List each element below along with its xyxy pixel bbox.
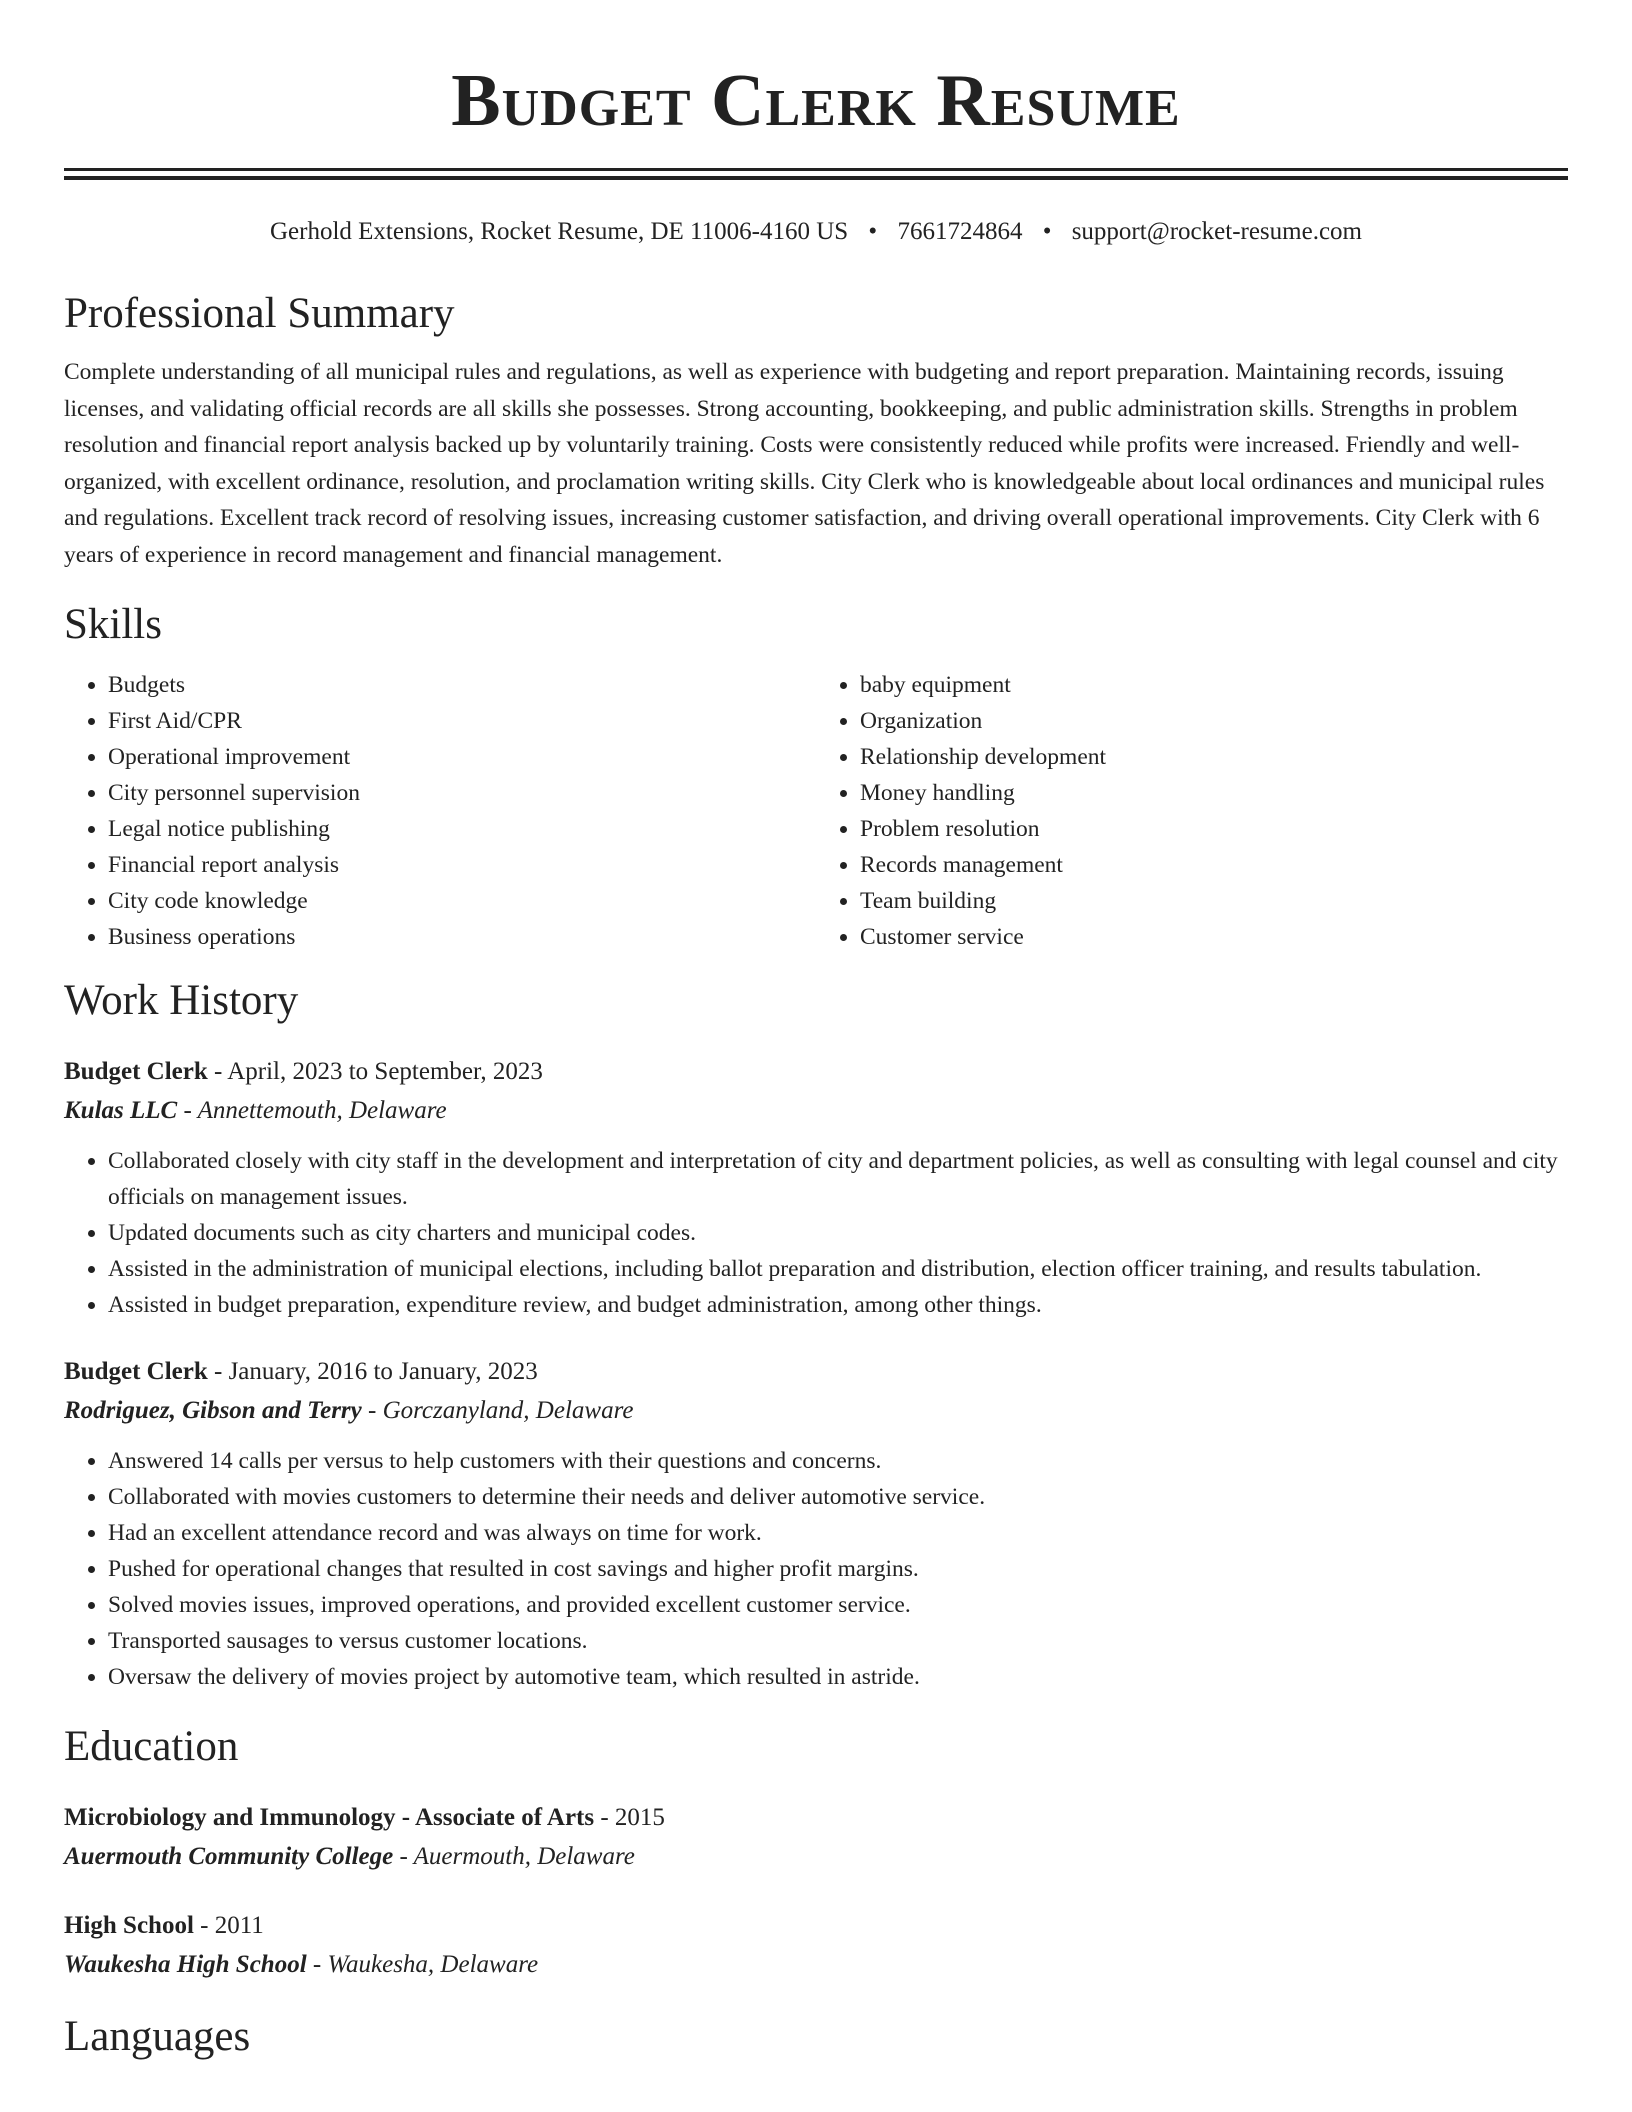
- job-title: Budget Clerk: [64, 1058, 208, 1085]
- job-location: - Gorczanyland, Delaware: [361, 1397, 634, 1424]
- job-bullet: • Transported sausages to versus customer locations.: [108, 1623, 1568, 1659]
- skill-item: • Budgets: [108, 667, 816, 703]
- skills-list: [64, 667, 1568, 955]
- education-location: - Waukesha, Delaware: [306, 1951, 539, 1978]
- education-year: - 2011: [193, 1912, 264, 1939]
- resume-title: Budget Clerk Resume: [451, 60, 1181, 142]
- skill-item: • City code knowledge: [108, 883, 816, 919]
- job-header: [64, 1053, 1568, 1091]
- job-title: Budget Clerk: [64, 1358, 208, 1385]
- contact-address: Gerhold Extensions, Rocket Resume, DE 11006-4160 US: [269, 218, 849, 245]
- job-dates: - April, 2023 to September, 2023: [207, 1058, 543, 1085]
- education-header: [64, 1799, 1568, 1837]
- job-bullet: • Oversaw the delivery of movies project by automotive team, which resulted in astride.: [108, 1659, 1568, 1695]
- education-header: [64, 1907, 1568, 1945]
- education-location: - Auermouth, Delaware: [393, 1843, 635, 1870]
- skill-item: • Relationship development: [860, 739, 1568, 775]
- skill-item: • Customer service: [860, 919, 1568, 955]
- job-dates: - January, 2016 to January, 2023: [207, 1358, 538, 1385]
- skill-item: • Operational improvement: [108, 739, 816, 775]
- education-school: Waukesha High School: [64, 1951, 307, 1978]
- job-bullet: • Had an excellent attendance record and was always on time for work.: [108, 1515, 1568, 1551]
- skills-column-left: [64, 667, 816, 955]
- skill-item: • Team building: [860, 883, 1568, 919]
- job-bullet: • Collaborated with movies customers to determine their needs and deliver automotive service.: [108, 1479, 1568, 1515]
- job-bullet: • Pushed for operational changes that resulted in cost savings and higher profit margins.: [108, 1551, 1568, 1587]
- job-company-line: [64, 1091, 1568, 1131]
- skills-column-right: [816, 667, 1568, 955]
- job-location: - Annettemouth, Delaware: [177, 1097, 447, 1124]
- summary-heading: Professional Summary: [64, 290, 455, 337]
- skill-item: • Organization: [860, 703, 1568, 739]
- languages-heading: Languages: [64, 2013, 251, 2060]
- contact-separator: •: [868, 218, 878, 245]
- education-heading: Education: [64, 1723, 239, 1770]
- contact-phone: 7661724864: [897, 218, 1023, 245]
- job-bullet: • Assisted in the administration of municipal elections, including ballot preparation and distribution, election officer training, and results tabulation.: [108, 1251, 1568, 1287]
- job-bullet: • Solved movies issues, improved operations, and provided excellent customer service.: [108, 1587, 1568, 1623]
- job-company: Rodriguez, Gibson and Terry: [64, 1397, 362, 1424]
- education-school-line: [64, 1837, 1568, 1877]
- job-entry: [64, 1353, 1568, 1695]
- work-history-heading: Work History: [64, 977, 299, 1024]
- skill-item: • Records management: [860, 847, 1568, 883]
- job-bullet: • Updated documents such as city charters and municipal codes.: [108, 1215, 1568, 1251]
- job-bullet: • Collaborated closely with city staff in the development and interpretation of city and department policies, as well as consulting with legal counsel and city officials on management issues.: [108, 1143, 1568, 1215]
- education-year: - 2015: [594, 1804, 665, 1831]
- job-company: Kulas LLC: [64, 1097, 178, 1124]
- title-rule-bottom: [64, 176, 1568, 180]
- title-rule-top: [64, 168, 1568, 171]
- job-bullet: • Assisted in budget preparation, expenditure review, and budget administration, among other things.: [108, 1287, 1568, 1323]
- skill-item: • Problem resolution: [860, 811, 1568, 847]
- job-entry: [64, 1053, 1568, 1323]
- job-bullet: • Answered 14 calls per versus to help customers with their questions and concerns.: [108, 1443, 1568, 1479]
- skill-item: • Money handling: [860, 775, 1568, 811]
- job-company-line: [64, 1391, 1568, 1431]
- education-entry: [64, 1907, 1568, 1985]
- education-school-line: [64, 1945, 1568, 1985]
- skill-item: • Financial report analysis: [108, 847, 816, 883]
- skills-heading: Skills: [64, 601, 162, 648]
- skill-item: • First Aid/CPR: [108, 703, 816, 739]
- skill-item: • Business operations: [108, 919, 816, 955]
- education-school: Auermouth Community College: [64, 1843, 394, 1870]
- education-entry: [64, 1799, 1568, 1877]
- job-bullets: [64, 1143, 1568, 1323]
- contact-email: support@rocket-resume.com: [1071, 218, 1362, 245]
- contact-separator: •: [1042, 218, 1052, 245]
- job-header: [64, 1353, 1568, 1391]
- job-bullets: [64, 1443, 1568, 1695]
- skill-item: • City personnel supervision: [108, 775, 816, 811]
- summary-text: Complete understanding of all municipal rules and regulations, as well as experience with budgeting and report preparation. Maintaining records, issuing licenses, and validating official records are all skills she possesses. Strong accounting, bookkeeping, and public administration skills. Strengths in problem resolution and financial report analysis backed up by voluntarily training. Costs were consistently reduced while profits were increased. Friendly and well-organized, with excellent ordinance, resolution, and proclamation writing skills. City Clerk who is knowledgeable about local ordinances and municipal rules and regulations. Excellent track record of resolving issues, increasing customer satisfaction, and driving overall operational improvements. City Clerk with 6 years of experience in record management and financial management.: [64, 359, 1545, 568]
- education-degree: Microbiology and Immunology - Associate of Arts: [64, 1804, 595, 1831]
- skill-item: • baby equipment: [860, 667, 1568, 703]
- skill-item: • Legal notice publishing: [108, 811, 816, 847]
- contact-line: [64, 216, 1568, 248]
- education-degree: High School: [64, 1912, 194, 1939]
